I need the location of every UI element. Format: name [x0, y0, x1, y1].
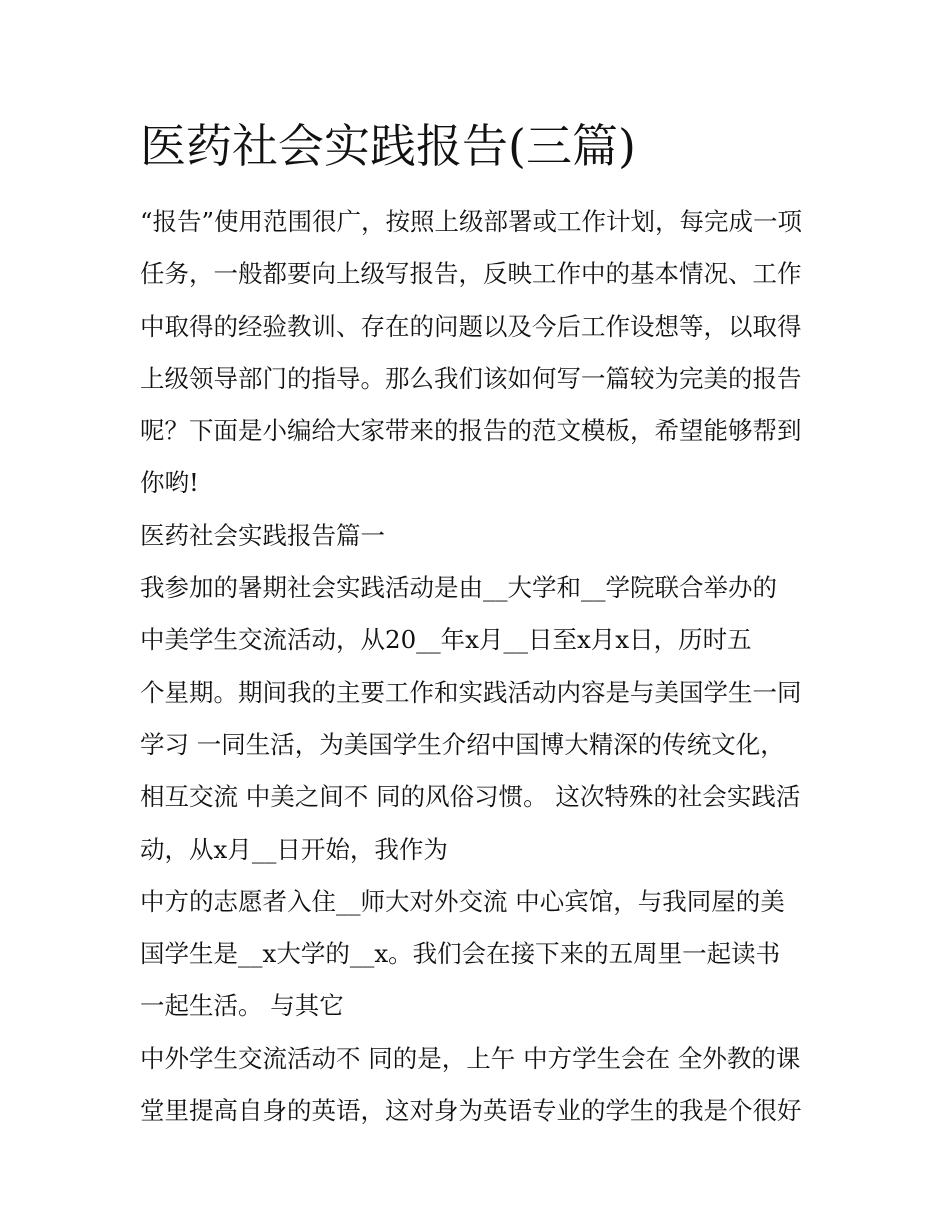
- body-line-6: 你哟!: [140, 468, 199, 498]
- body-line-18: 堂里提高自身的英语，这对身为英语专业的学生的我是个很好: [140, 1096, 802, 1126]
- body-line-2: 任务，一般都要向上级写报告，反映工作中的基本情况、工作: [140, 259, 802, 289]
- body-line-10: 个星期。期间我的主要工作和实践活动内容是与美国学生一同: [140, 677, 802, 707]
- body-line-17: 中外学生交流活动不 同的是，上午 中方学生会在 全外教的课: [140, 1043, 801, 1073]
- body-line-15: 国学生是__x大学的__x。我们会在接下来的五周里一起读书: [140, 939, 781, 969]
- body-line-13: 动，从x月__日开始，我作为: [140, 834, 448, 864]
- document-body: [140, 196, 820, 1137]
- body-line-14: 中方的志愿者入住__师大对外交流 中心宾馆，与我同屋的美: [140, 886, 785, 916]
- body-line-12: 相互交流 中美之间不 同的风俗习惯。 这次特殊的社会实践活: [140, 782, 801, 812]
- body-line-5: 呢？下面是小编给大家带来的报告的范文模板，希望能够帮到: [140, 416, 802, 446]
- body-line-16: 一起生活。 与其它: [140, 991, 344, 1021]
- body-line-8: 我参加的暑期社会实践活动是由__大学和__学院联合举办的: [140, 573, 777, 603]
- document-title: 医药社会实践报告(三篇): [140, 119, 636, 173]
- body-line-4: 上级领导部门的指导。那么我们该如何写一篇较为完美的报告: [140, 363, 802, 393]
- section-heading: 医药社会实践报告篇一: [140, 520, 385, 550]
- body-line-1: “报告”使用范围很广，按照上级部署或工作计划，每完成一项: [140, 207, 803, 236]
- body-line-11: 学习 一同生活，为美国学生介绍中国博大精深的传统文化，: [140, 729, 785, 759]
- body-line-3: 中取得的经验教训、存在的问题以及今后工作设想等，以取得: [140, 311, 802, 341]
- body-line-9: 中美学生交流活动，从20__年x月__日至x月x日，历时五: [140, 625, 752, 655]
